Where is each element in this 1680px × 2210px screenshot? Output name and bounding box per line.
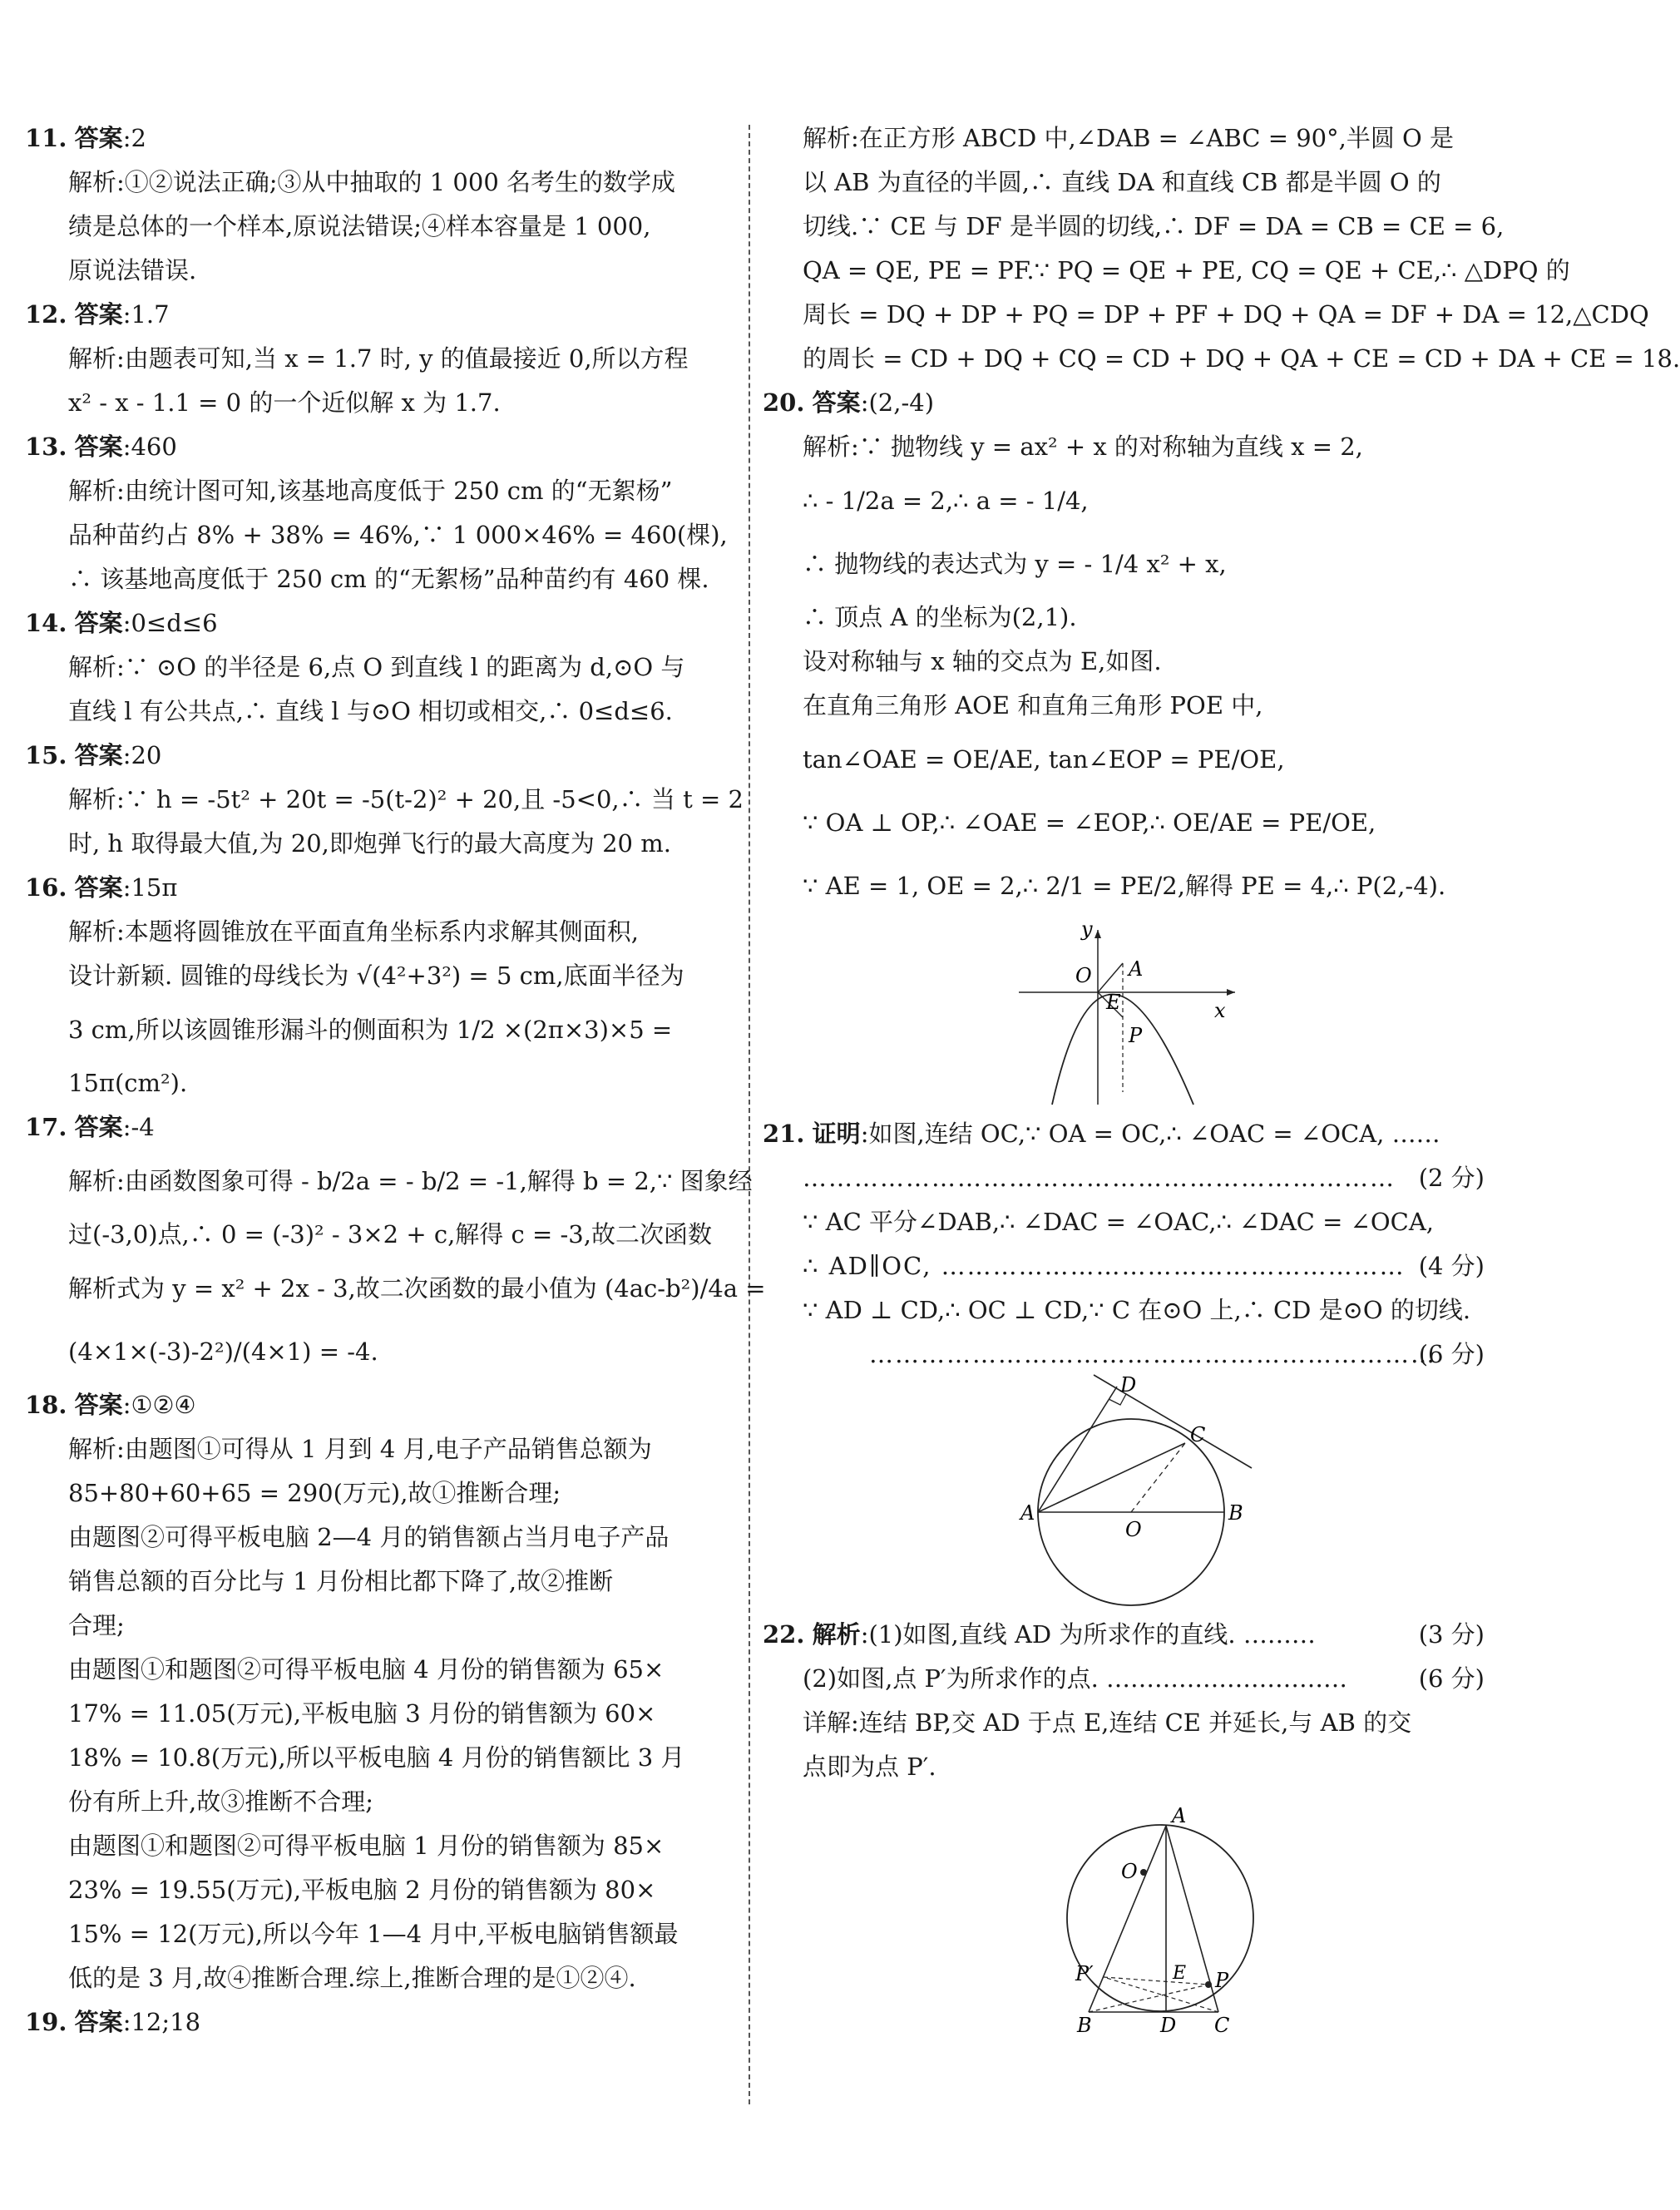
explanation-line: ∵ AC 平分∠DAB,∴ ∠DAC = ∠OAC,∴ ∠DAC = ∠OCA, [803,1208,1435,1236]
explanation-line: QA = QE, PE = PF.∵ PQ = QE + PE, CQ = QE + CE,∴ △DPQ 的 [803,256,1570,284]
answer-19: 19. 答案:12;18 [25,2008,201,2036]
circle-tangent-figure [803,1373,1485,1609]
explanation-line: 由题图②可得平板电脑 2—4 月的销售额占当月电子产品 [68,1523,670,1551]
fig21-label: C [1190,1423,1206,1446]
right-column [763,116,1680,2042]
segment-bp [1089,1985,1208,2012]
explanation-line: ∴ 顶点 A 的坐标为(2,1). [803,603,1077,631]
explanation-line: 15% = 12(万元),所以今年 1—4 月中,平板电脑销售额最 [68,1920,679,1948]
score-line: …………………………………………………………… (2 分) [803,1164,1485,1192]
explanation-line: 由题图①和题图②可得平板电脑 4 月份的销售额为 65× [68,1655,665,1683]
explanation-line: 以 AB 为直径的半圆,∴ 直线 DA 和直线 CB 都是半圆 O 的 [803,168,1441,196]
explanation-line: 低的是 3 月,故④推断合理.综上,推断合理的是①②④. [68,1964,636,1992]
explanation-line: tan∠OAE = OE/AE, tan∠EOP = PE/OE, [803,745,1285,774]
explanation-line: ∵ AE = 1, OE = 2,∴ 2/1 = PE/2,解得 PE = 4,∴ P(2,-4). [803,872,1446,900]
explanation-line: 17% = 11.05(万元),平板电脑 3 月份的销售额为 60× [68,1699,656,1728]
answer-15: 15. 答案:20 [25,741,162,769]
fig21-label: A [1020,1501,1035,1525]
fig20-label: E [1106,991,1121,1014]
explanation-line: 解析:由函数图象可得 - b/2a = - b/2 = -1,解得 b = 2,∵ 图象经 [68,1167,753,1195]
fig22-label: D [1160,2014,1177,2037]
explanation-line: 设对称轴与 x 轴的交点为 E,如图. [803,647,1162,675]
explanation-line: 绩是总体的一个样本,原说法错误;④样本容量是 1 000, [68,212,651,240]
point-p-dot [1205,1981,1212,1988]
explanation-line: 品种苗约占 8% + 38% = 46%,∵ 1 000×46% = 460(棵), [68,521,728,549]
tangent-cd [1094,1375,1252,1468]
score-line: ∴ AD∥OC, ……………………………………………… (4 分) [803,1252,1485,1280]
explanation-line: 份有所上升,故③推断不合理; [68,1787,373,1816]
fig22-label: B [1077,2014,1092,2037]
score-line: (2)如图,点 P′为所求作的点. ………………………… (6 分) [803,1664,1485,1693]
answer-12: 12. 答案:1.7 [25,300,170,329]
segment-oc [1131,1443,1185,1512]
answer-17: 17. 答案:-4 [25,1113,155,1141]
explanation-line: 在直角三角形 AOE 和直角三角形 POE 中, [803,691,1263,719]
explanation-line: 解析:∵ 抛物线 y = ax² + x 的对称轴为直线 x = 2, [803,433,1363,461]
explanation-line: ∵ AD ⊥ CD,∴ OC ⊥ CD,∵ C 在⊙O 上,∴ CD 是⊙O 的切线. [803,1296,1471,1324]
explanation-line: 23% = 19.55(万元),平板电脑 2 月份的销售额为 80× [68,1876,656,1904]
fig20-label: O [1075,964,1092,987]
explanation-line: 切线.∵ CE 与 DF 是半圆的切线,∴ DF = DA = CB = CE = 6, [803,212,1505,240]
fig22-label: O [1121,1860,1138,1883]
explanation-line: 18% = 10.8(万元),所以平板电脑 4 月份的销售额比 3 月 [68,1743,685,1772]
explanation-line: 合理; [68,1611,125,1639]
proof-21: 21. 证明:如图,连结 OC,∵ OA = OC,∴ ∠OAC = ∠OCA, …… [763,1120,1440,1148]
explanation-line: x² - x - 1.1 = 0 的一个近似解 x 为 1.7. [68,388,501,417]
parabola-figure [803,917,1485,1109]
y-axis-arrow [1094,930,1101,938]
segment-oa [1098,963,1123,992]
explanation-line: 销售总额的百分比与 1 月份相比都下降了,故②推断 [68,1567,614,1595]
explanation-line: 解析:由题表可知,当 x = 1.7 时, y 的值最接近 0,所以方程 [68,344,689,373]
fig21-label: B [1228,1501,1243,1525]
explanation-line: 解析式为 y = x² + 2x - 3,故二次函数的最小值为 (4ac-b²)/4a = [68,1274,766,1303]
explanation-line: ∵ OA ⊥ OP,∴ ∠OAE = ∠EOP,∴ OE/AE = PE/OE, [803,808,1376,837]
fig22-label: E [1173,1963,1187,1984]
left-column [25,116,766,2044]
explanation-line: ∴ - 1/2a = 2,∴ a = - 1/4, [803,487,1089,515]
explanation-line: 过(-3,0)点,∴ 0 = (-3)² - 3×2 + c,解得 c = -3,故二次函数 [68,1220,712,1248]
answer-16: 16. 答案:15π [25,873,178,902]
explanation-line: 直线 l 有公共点,∴ 直线 l 与⊙O 相切或相交,∴ 0≤d≤6. [68,697,673,725]
explanation-line: 解析:由题图①可得从 1 月到 4 月,电子产品销售总额为 [68,1435,652,1463]
explanation-line: 解析:∵ ⊙O 的半径是 6,点 O 到直线 l 的距离为 d,⊙O 与 [68,653,685,681]
circle-construction-figure [803,1789,1485,2039]
explanation-line: 解析:∵ h = -5t² + 20t = -5(t-2)² + 20,且 -5<0,∴ 当 t = 2 [68,785,744,813]
explanation-line: 解析:在正方形 ABCD 中,∠DAB = ∠ABC = 90°,半圆 O 是 [803,124,1455,152]
explanation-line: 解析:本题将圆锥放在平面直角坐标系内求解其侧面积, [68,917,639,946]
fig20-label: P [1129,1024,1143,1047]
explanation-line: 时, h 取得最大值,为 20,即炮弹飞行的最大高度为 20 m. [68,829,671,858]
center-dot [1140,1869,1147,1876]
fig22-label: C [1214,2014,1230,2037]
fig20-label: x [1214,999,1226,1022]
explanation-line: 85+80+60+65 = 290(万元),故①推断合理; [68,1479,561,1507]
answer-20: 20. 答案:(2,-4) [763,388,935,417]
explanation-line: 3 cm,所以该圆锥形漏斗的侧面积为 1/2 ×(2π×3)×5 = [68,1016,673,1044]
fig20-label: A [1129,957,1144,981]
explanation-line: 由题图①和题图②可得平板电脑 1 月份的销售额为 85× [68,1832,665,1860]
explanation-line: 解析:由统计图可知,该基地高度低于 250 cm 的“无絮杨” [68,477,673,505]
explanation-line: 的周长 = CD + DQ + CQ = CD + DQ + QA + CE = CD + DA + CE = 18. [803,344,1680,373]
segment-pp-prime [1104,1977,1208,1985]
fig21-label: D [1120,1373,1137,1397]
column-divider [749,125,750,2104]
explanation-line: 原说法错误. [68,256,197,284]
segment-cp-prime [1104,1977,1218,2012]
fig20-label: y [1081,917,1093,941]
fig21-label: O [1125,1518,1142,1541]
explanation-line: ∴ 该基地高度低于 250 cm 的“无絮杨”品种苗约有 460 棵. [68,565,709,593]
score-line: ………………………………………………………… (6 分) [869,1340,1485,1368]
explanation-line: 周长 = DQ + DP + PQ = DP + PF + DQ + QA = DF + DA = 12,△CDQ [803,300,1649,329]
answer-13: 13. 答案:460 [25,433,177,461]
fig22-label: P [1215,1969,1229,1992]
explanation-line: 15π(cm²). [68,1069,188,1097]
explanation-line: 解析:①②说法正确;③从中抽取的 1 000 名考生的数学成 [68,168,675,196]
fig22-label: P′ [1075,1962,1094,1985]
answer-18: 18. 答案:①②④ [25,1391,196,1419]
answer-11: 11. 答案:2 [25,124,146,152]
fig22-label: A [1172,1804,1187,1827]
answer-14: 14. 答案:0≤d≤6 [25,609,218,637]
explanation-line: 点即为点 P′. [803,1753,936,1781]
explanation-line: (4×1×(-3)-2²)/(4×1) = -4. [68,1337,378,1366]
answer-22: 22. 解析:(1)如图,直线 AD 为所求作的直线. ……… (3 分) [763,1620,1485,1649]
explanation-line: 设计新颖. 圆锥的母线长为 √(4²+3²) = 5 cm,底面半径为 [68,962,684,990]
x-axis-arrow [1227,989,1235,996]
segment-ab [1089,1826,1166,2012]
explanation-line: 详解:连结 BP,交 AD 于点 E,连结 CE 并延长,与 AB 的交 [803,1708,1412,1737]
explanation-line: ∴ 抛物线的表达式为 y = - 1/4 x² + x, [803,550,1227,578]
